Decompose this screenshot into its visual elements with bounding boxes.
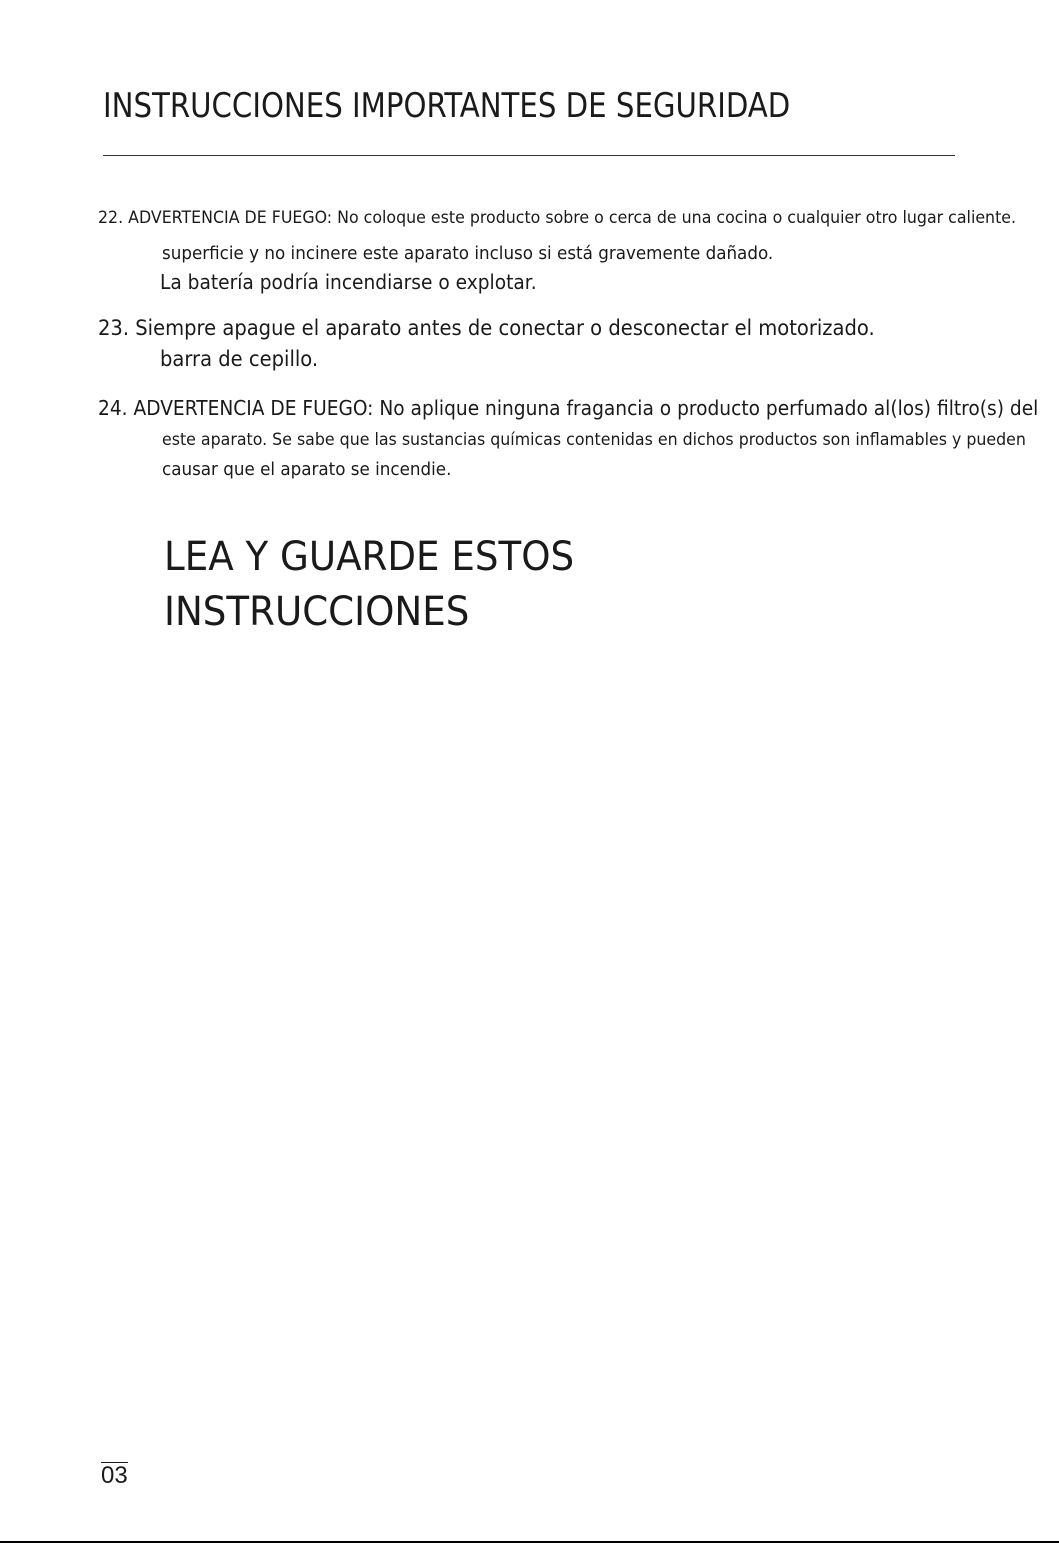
item-23-line-2: barra de cepillo. [160, 347, 319, 371]
page-number: 03 [101, 1462, 128, 1489]
item-24-line-2: este aparato. Se sabe que las sustancias químicas contenidas en dichos productos son inflamables y pueden [162, 430, 1026, 450]
item-22-line-3: La batería podría incendiarse o explotar. [160, 270, 537, 294]
read-and-save-line-1: LEA Y GUARDE ESTOS [164, 534, 575, 580]
item-22-line-1: 22. ADVERTENCIA DE FUEGO: No coloque este producto sobre o cerca de una cocina o cualquier otro lugar caliente. [98, 208, 1017, 228]
read-and-save-line-2: INSTRUCCIONES [164, 589, 470, 635]
page-title: INSTRUCCIONES IMPORTANTES DE SEGURIDAD [103, 86, 791, 126]
item-24-line-1: 24. ADVERTENCIA DE FUEGO: No aplique ninguna fragancia o producto perfumado al(los) filtro(s) del [98, 396, 1039, 420]
item-23-line-1: 23. Siempre apague el aparato antes de conectar o desconectar el motorizado. [98, 316, 875, 340]
read-and-save-heading [164, 530, 574, 640]
item-24-line-3: causar que el aparato se incendie. [162, 459, 452, 480]
title-divider [103, 155, 955, 156]
bottom-divider [0, 1541, 1059, 1543]
item-22-line-2: superficie y no incinere este aparato incluso si está gravemente dañado. [162, 243, 774, 264]
